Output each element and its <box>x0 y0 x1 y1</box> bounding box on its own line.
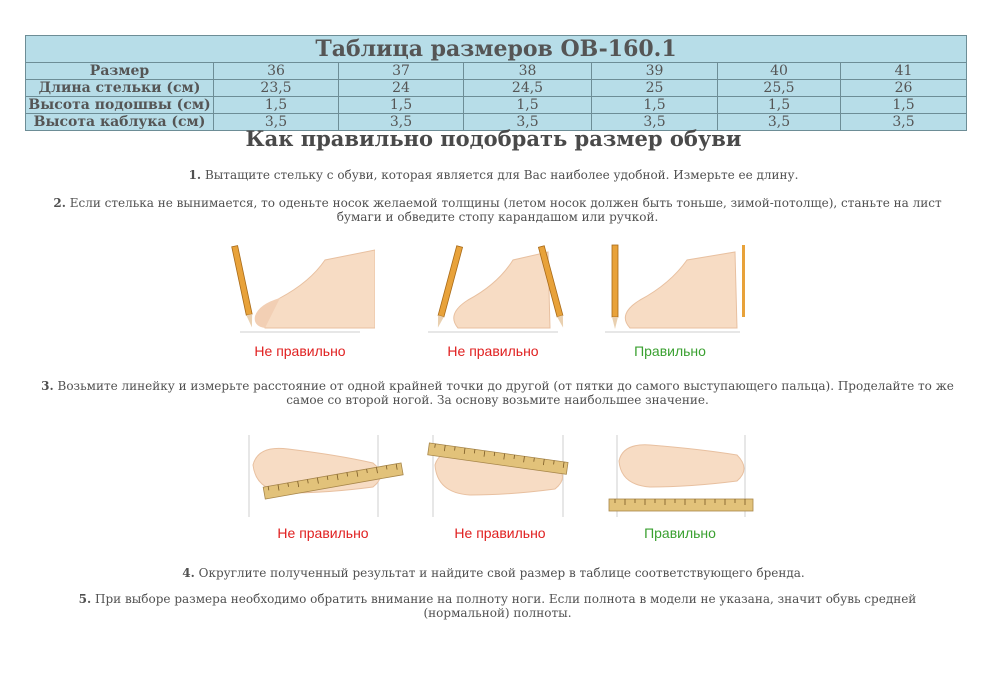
figure-caption: Не правильно <box>254 343 346 359</box>
table-cell: 1,5 <box>592 97 718 114</box>
step-number: 1. <box>188 168 202 182</box>
figure-caption: Правильно <box>634 343 706 359</box>
table-cell: 24 <box>339 80 464 97</box>
table-cell: 23,5 <box>214 80 339 97</box>
step-text: Если стелька не вынимается, то оденьте носок желаемой толщины (летом носок должен быть тоньше, зимой-потолще), станьте на лист бумаги и обведите стопу карандашом или ручкой. <box>69 196 942 224</box>
size-cell: 37 <box>339 63 464 80</box>
step-number: 2. <box>53 196 66 210</box>
ruler-figure-2 <box>425 435 575 565</box>
size-cell: 40 <box>718 63 841 80</box>
foot-ruler-tilted-icon <box>248 435 406 525</box>
table-cell: 1,5 <box>214 97 339 114</box>
size-cell: 39 <box>592 63 718 80</box>
table-cell: 26 <box>841 80 967 97</box>
size-cell: 36 <box>214 63 339 80</box>
step-number: 3. <box>41 379 54 393</box>
table-cell: 3,5 <box>464 114 592 131</box>
table-row <box>26 80 967 97</box>
step-5 <box>50 592 945 620</box>
ruler-figure-1 <box>248 435 398 565</box>
size-header-label: Размер <box>26 63 214 80</box>
step-number: 4. <box>182 566 195 580</box>
pencil-figure-2 <box>418 240 568 370</box>
foot-pencil-vertical-icon <box>595 240 745 340</box>
pencil-figure-3 <box>595 240 745 370</box>
table-cell: 1,5 <box>464 97 592 114</box>
table-cell: 3,5 <box>339 114 464 131</box>
step-1 <box>60 168 927 182</box>
step-number: 5. <box>78 592 92 606</box>
table-cell: 24,5 <box>464 80 592 97</box>
foot-ruler-tilted-icon <box>425 435 575 525</box>
figure-caption: Не правильно <box>454 525 546 541</box>
table-cell: 3,5 <box>841 114 967 131</box>
table-cell: 3,5 <box>592 114 718 131</box>
pencil-figure-1 <box>225 240 375 370</box>
figure-caption: Не правильно <box>447 343 539 359</box>
foot-ruler-straight-icon <box>605 435 755 525</box>
table-header-row <box>26 63 967 80</box>
row-label: Высота каблука (см) <box>26 114 214 131</box>
table-cell: 3,5 <box>718 114 841 131</box>
table-cell: 3,5 <box>214 114 339 131</box>
step-3 <box>40 379 955 407</box>
foot-pencil-tilted-icon <box>418 240 568 340</box>
step-text: Возьмите линейку и измерьте расстояние от одной крайней точки до другой (от пятки до самого выступающего пальца). Проделайте то же самое со второй ногой. За основу возьмите наибольшее значение. <box>57 379 954 407</box>
table-row <box>26 97 967 114</box>
row-label: Длина стельки (см) <box>26 80 214 97</box>
figure-caption: Не правильно <box>277 525 369 541</box>
step-4 <box>60 566 927 580</box>
page-title: Как правильно подобрать размер обуви <box>245 126 742 151</box>
table-cell: 1,5 <box>718 97 841 114</box>
foot-pencil-tilted-icon <box>225 240 375 340</box>
size-cell: 41 <box>841 63 967 80</box>
step-2 <box>40 196 955 224</box>
row-label: Высота подошвы (см) <box>26 97 214 114</box>
size-table <box>25 35 967 131</box>
table-title: Таблица размеров OB-160.1 <box>26 36 967 63</box>
table-cell: 25,5 <box>718 80 841 97</box>
table-cell: 25 <box>592 80 718 97</box>
table-cell: 1,5 <box>841 97 967 114</box>
step-text: Вытащите стельку с обуви, которая является для Вас наиболее удобной. Измерьте ее длину. <box>204 168 799 182</box>
figure-caption: Правильно <box>644 525 716 541</box>
step-text: Округлите полученный результат и найдите свой размер в таблице соответствующего бренда. <box>198 566 805 580</box>
size-cell: 38 <box>464 63 592 80</box>
table-cell: 1,5 <box>339 97 464 114</box>
ruler-figure-3 <box>605 435 755 565</box>
step-text: При выборе размера необходимо обратить внимание на полноту ноги. Если полнота в модели не указана, значит обувь средней (нормальной) полноты. <box>95 592 917 620</box>
